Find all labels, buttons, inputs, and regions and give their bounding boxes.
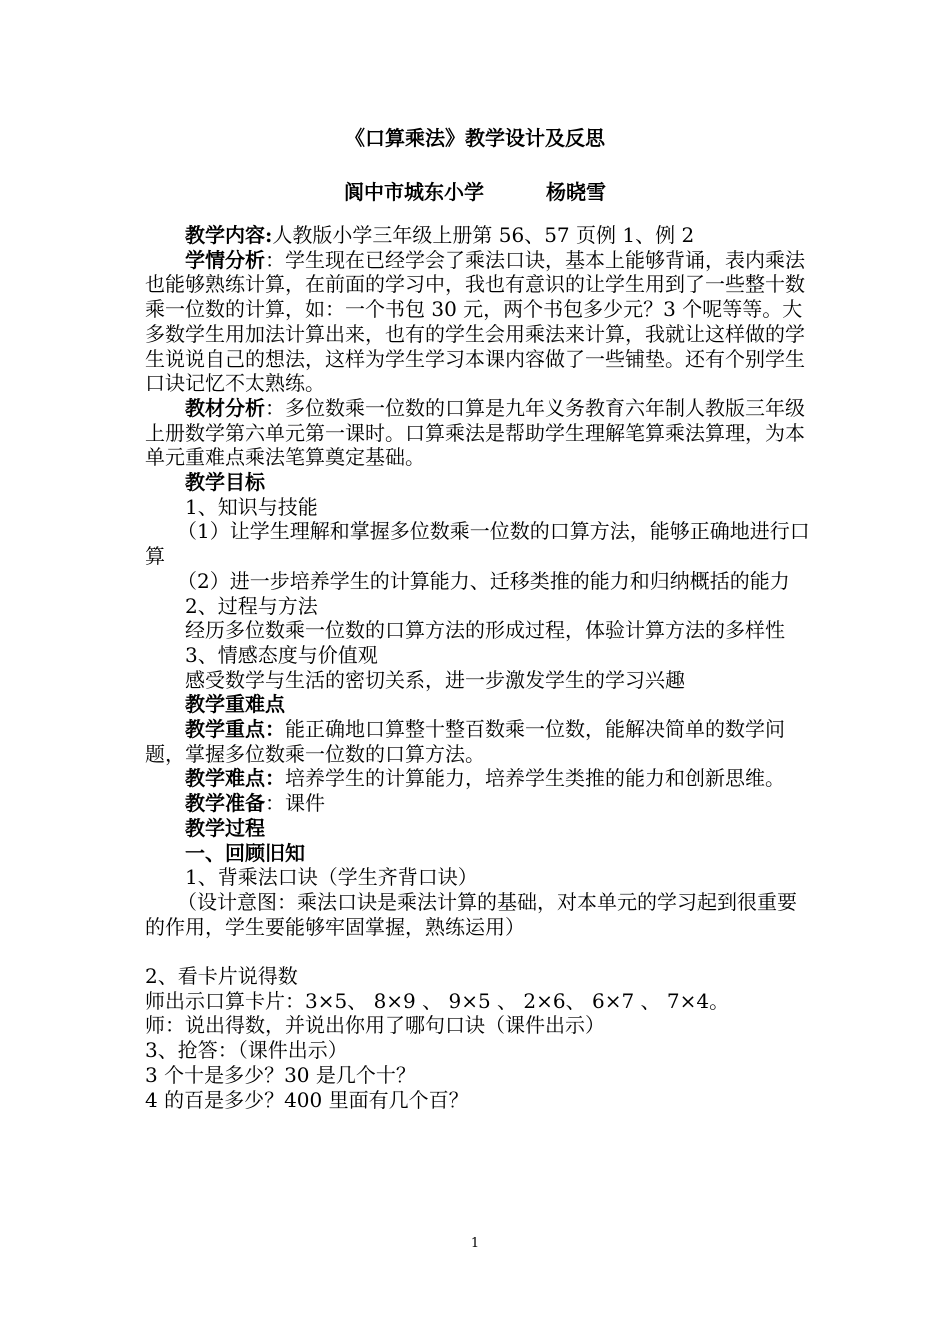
student-analysis-text: ：学生现在已经学会了乘法口诀，基本上能够背诵，表内乘法也能够熟练计算，在前面的学习中，我也有意识的让学生用到了一些整十数乘一位数的计算，如：一个书包 30 元，两个书包多少元？3 个呢等等。大多数学生用加法计算出来，也有的学生会用乘法来计算，我就让这样做的学生说说自己的想法，这样为学生学习本课内容做了一些铺垫。还有个别学生口诀记忆不太熟练。 — [145, 247, 805, 396]
goals-heading — [145, 470, 813, 495]
teaching-content-text: 人教版小学三年级上册第 56、57 页例 1、例 2 — [272, 223, 695, 247]
material-analysis-text: ：多位数乘一位数的口算是九年义务教育六年制人教版三年级上册数学第六单元第一课时。口算乘法是帮助学生理解笔算乘法算理，为本单元重难点乘法笔算奠定基础。 — [145, 395, 805, 470]
step-3: 3、抢答：（课件出示） — [145, 1038, 348, 1063]
goals-heading-text: 教学目标 — [185, 470, 265, 495]
difficult-point-text: 培养学生的计算能力，培养学生类推的能力和创新思维。 — [285, 766, 785, 791]
key-point — [145, 717, 813, 766]
key-heading — [145, 692, 813, 717]
preparation-label: 教学准备 — [185, 791, 265, 816]
preparation — [145, 791, 813, 816]
goal-2a: 经历多位数乘一位数的口算方法的形成过程，体验计算方法的多样性 — [185, 618, 785, 643]
goal-1a: （1）让学生理解和掌握多位数乘一位数的口算方法，能够正确地进行口算 — [145, 519, 810, 569]
section-1-heading-text: 一、回顾旧知 — [185, 840, 305, 865]
process-heading-text: 教学过程 — [185, 815, 265, 840]
key-heading-text: 教学重难点 — [185, 692, 285, 717]
material-analysis-label: 教材分析 — [185, 395, 265, 420]
goal-3: 3、情感态度与价值观 — [185, 642, 378, 667]
student-analysis-label: 学情分析 — [185, 247, 265, 272]
step-2: 2、看卡片说得数 — [145, 964, 298, 989]
step-2-instruction: 师：说出得数，并说出你用了哪句口诀（课件出示） — [145, 1013, 605, 1038]
step-3-question-2: 4 的百是多少？400 里面有几个百？ — [145, 1087, 469, 1112]
page-title: 《口算乘法》教学设计及反思 — [345, 126, 605, 150]
step-1-note: （设计意图：乘法口诀是乘法计算的基础，对本单元的学习起到很重要的作用，学生要能够牢固掌握，熟练运用） — [145, 889, 797, 939]
goal-3a: 感受数学与生活的密切关系，进一步激发学生的学习兴趣 — [185, 667, 685, 692]
document-body — [145, 223, 813, 1112]
teaching-content-label: 教学内容: — [185, 223, 273, 247]
step-3-question-1: 3 个十是多少？30 是几个十？ — [145, 1062, 416, 1087]
section-1-heading — [145, 841, 813, 866]
author-name: 杨晓雪 — [546, 180, 606, 204]
process-heading — [145, 816, 813, 841]
blank-line — [145, 939, 813, 964]
key-point-label: 教学重点： — [185, 717, 285, 742]
goal-2: 2、过程与方法 — [185, 593, 318, 618]
author-line — [0, 176, 950, 205]
difficult-point-label: 教学难点： — [185, 766, 285, 791]
goal-1b: （2）进一步培养学生的计算能力、迁移类推的能力和归纳概括的能力 — [177, 568, 790, 593]
material-analysis — [145, 396, 813, 470]
step-1: 1、背乘法口诀（学生齐背口诀） — [185, 865, 478, 890]
difficult-point — [145, 766, 813, 791]
preparation-text: ：课件 — [265, 791, 325, 816]
step-2-cards: 师出示口算卡片：3×5、 8×9 、 9×5 、 2×6、 6×7 、 7×4。 — [145, 988, 730, 1013]
key-point-text: 能正确地口算整十整百数乘一位数，能解决简单的数学问题，掌握多位数乘一位数的口算方法。 — [145, 717, 785, 766]
page-number: 1 — [470, 1236, 480, 1251]
student-analysis — [145, 248, 813, 396]
goal-1: 1、知识与技能 — [185, 494, 318, 519]
author-school: 阆中市城东小学 — [344, 180, 484, 204]
teaching-content — [145, 223, 813, 248]
